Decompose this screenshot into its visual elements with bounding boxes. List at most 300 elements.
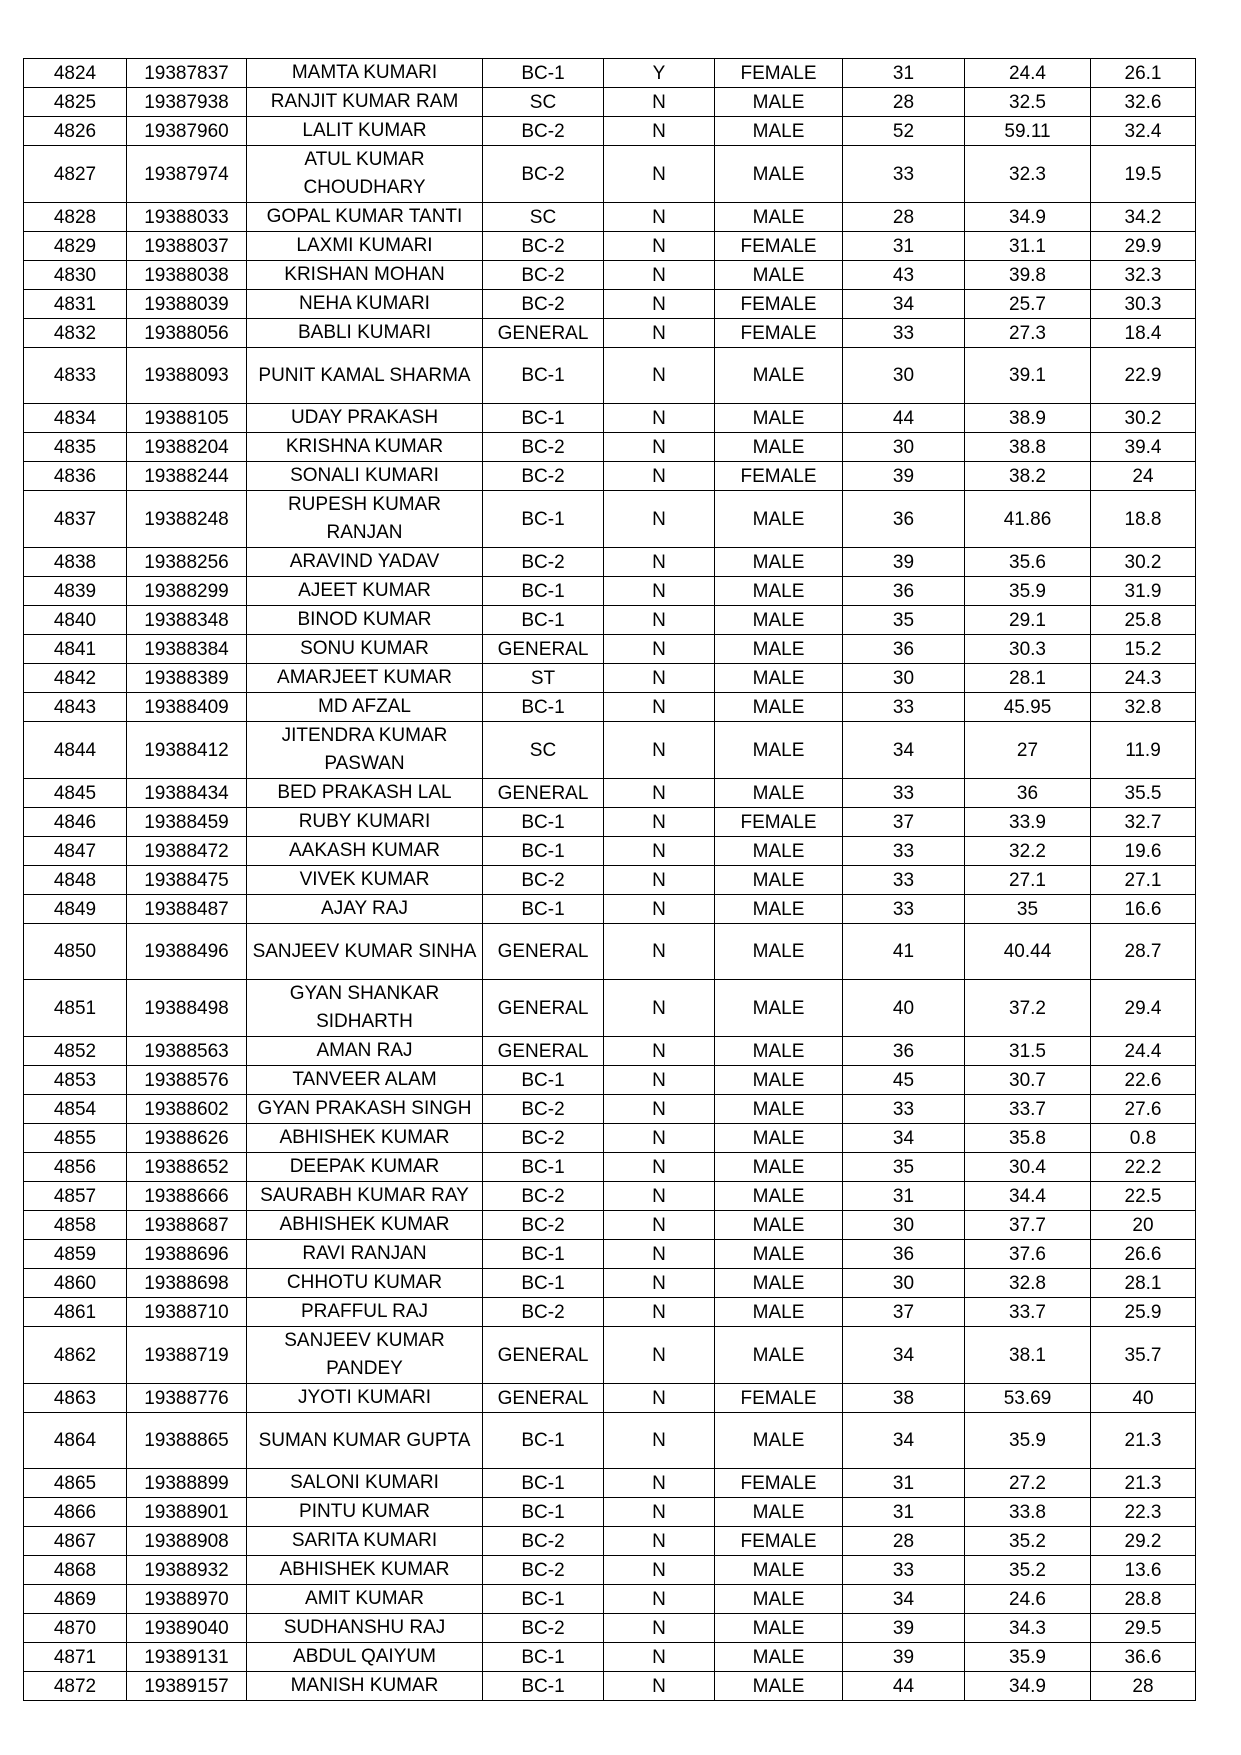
score-2-cell: 22.6 bbox=[1091, 1066, 1196, 1095]
roll-number-cell: 19388899 bbox=[127, 1469, 247, 1498]
score-2-cell: 19.5 bbox=[1091, 146, 1196, 203]
serial-cell: 4830 bbox=[24, 261, 127, 290]
gender-cell: FEMALE bbox=[715, 59, 843, 88]
name-cell: JITENDRA KUMAR PASWAN bbox=[247, 722, 483, 779]
gender-cell: MALE bbox=[715, 433, 843, 462]
age-cell: 40 bbox=[843, 980, 965, 1037]
score-1-cell: 27 bbox=[965, 722, 1091, 779]
score-1-cell: 40.44 bbox=[965, 924, 1091, 980]
gender-cell: MALE bbox=[715, 348, 843, 404]
score-2-cell: 29.9 bbox=[1091, 232, 1196, 261]
score-2-cell: 13.6 bbox=[1091, 1556, 1196, 1585]
gender-cell: FEMALE bbox=[715, 1384, 843, 1413]
serial-cell: 4863 bbox=[24, 1384, 127, 1413]
name-cell: CHHOTU KUMAR bbox=[247, 1269, 483, 1298]
age-cell: 31 bbox=[843, 1469, 965, 1498]
age-cell: 31 bbox=[843, 1498, 965, 1527]
age-cell: 33 bbox=[843, 693, 965, 722]
table-row bbox=[24, 808, 1196, 837]
score-1-cell: 35.9 bbox=[965, 577, 1091, 606]
flag-cell: N bbox=[604, 1182, 715, 1211]
score-2-cell: 32.4 bbox=[1091, 117, 1196, 146]
table-row bbox=[24, 1327, 1196, 1384]
table-row bbox=[24, 1413, 1196, 1469]
age-cell: 30 bbox=[843, 1269, 965, 1298]
category-cell: GENERAL bbox=[483, 980, 604, 1037]
table-row bbox=[24, 980, 1196, 1037]
age-cell: 28 bbox=[843, 88, 965, 117]
roll-number-cell: 19388602 bbox=[127, 1095, 247, 1124]
score-1-cell: 35.2 bbox=[965, 1527, 1091, 1556]
roll-number-cell: 19389131 bbox=[127, 1643, 247, 1672]
roll-number-cell: 19388563 bbox=[127, 1037, 247, 1066]
roll-number-cell: 19388389 bbox=[127, 664, 247, 693]
serial-cell: 4834 bbox=[24, 404, 127, 433]
age-cell: 44 bbox=[843, 1672, 965, 1701]
score-1-cell: 38.1 bbox=[965, 1327, 1091, 1384]
table-body bbox=[24, 59, 1196, 1701]
name-cell: RAVI RANJAN bbox=[247, 1240, 483, 1269]
serial-cell: 4836 bbox=[24, 462, 127, 491]
name-cell: SANJEEV KUMAR PANDEY bbox=[247, 1327, 483, 1384]
serial-cell: 4867 bbox=[24, 1527, 127, 1556]
roll-number-cell: 19388698 bbox=[127, 1269, 247, 1298]
category-cell: BC-1 bbox=[483, 1413, 604, 1469]
score-2-cell: 0.8 bbox=[1091, 1124, 1196, 1153]
gender-cell: MALE bbox=[715, 895, 843, 924]
serial-cell: 4841 bbox=[24, 635, 127, 664]
name-cell: ATUL KUMAR CHOUDHARY bbox=[247, 146, 483, 203]
score-2-cell: 29.4 bbox=[1091, 980, 1196, 1037]
age-cell: 34 bbox=[843, 290, 965, 319]
gender-cell: MALE bbox=[715, 261, 843, 290]
score-1-cell: 30.4 bbox=[965, 1153, 1091, 1182]
table-row bbox=[24, 1585, 1196, 1614]
score-1-cell: 32.8 bbox=[965, 1269, 1091, 1298]
flag-cell: N bbox=[604, 232, 715, 261]
gender-cell: MALE bbox=[715, 203, 843, 232]
category-cell: BC-1 bbox=[483, 59, 604, 88]
serial-cell: 4872 bbox=[24, 1672, 127, 1701]
flag-cell: N bbox=[604, 1413, 715, 1469]
roll-number-cell: 19388865 bbox=[127, 1413, 247, 1469]
category-cell: SC bbox=[483, 722, 604, 779]
flag-cell: N bbox=[604, 88, 715, 117]
category-cell: BC-2 bbox=[483, 146, 604, 203]
roll-number-cell: 19388776 bbox=[127, 1384, 247, 1413]
age-cell: 39 bbox=[843, 462, 965, 491]
flag-cell: N bbox=[604, 1556, 715, 1585]
age-cell: 35 bbox=[843, 606, 965, 635]
name-cell: GOPAL KUMAR TANTI bbox=[247, 203, 483, 232]
age-cell: 39 bbox=[843, 1614, 965, 1643]
name-cell: AMARJEET KUMAR bbox=[247, 664, 483, 693]
roll-number-cell: 19388710 bbox=[127, 1298, 247, 1327]
table-row bbox=[24, 491, 1196, 548]
serial-cell: 4824 bbox=[24, 59, 127, 88]
flag-cell: N bbox=[604, 1327, 715, 1384]
name-cell: AJEET KUMAR bbox=[247, 577, 483, 606]
table-row bbox=[24, 635, 1196, 664]
age-cell: 35 bbox=[843, 1153, 965, 1182]
table-row bbox=[24, 261, 1196, 290]
category-cell: GENERAL bbox=[483, 779, 604, 808]
gender-cell: MALE bbox=[715, 866, 843, 895]
serial-cell: 4858 bbox=[24, 1211, 127, 1240]
serial-cell: 4862 bbox=[24, 1327, 127, 1384]
roll-number-cell: 19388576 bbox=[127, 1066, 247, 1095]
score-2-cell: 32.6 bbox=[1091, 88, 1196, 117]
score-1-cell: 35.9 bbox=[965, 1413, 1091, 1469]
serial-cell: 4869 bbox=[24, 1585, 127, 1614]
age-cell: 39 bbox=[843, 548, 965, 577]
age-cell: 34 bbox=[843, 1327, 965, 1384]
gender-cell: FEMALE bbox=[715, 290, 843, 319]
name-cell: AJAY RAJ bbox=[247, 895, 483, 924]
score-1-cell: 38.9 bbox=[965, 404, 1091, 433]
flag-cell: N bbox=[604, 722, 715, 779]
document-page bbox=[23, 58, 1195, 1701]
gender-cell: MALE bbox=[715, 1269, 843, 1298]
roll-number-cell: 19388666 bbox=[127, 1182, 247, 1211]
table-row bbox=[24, 606, 1196, 635]
serial-cell: 4859 bbox=[24, 1240, 127, 1269]
score-2-cell: 25.9 bbox=[1091, 1298, 1196, 1327]
age-cell: 30 bbox=[843, 664, 965, 693]
score-1-cell: 33.7 bbox=[965, 1298, 1091, 1327]
score-2-cell: 32.8 bbox=[1091, 693, 1196, 722]
serial-cell: 4835 bbox=[24, 433, 127, 462]
table-row bbox=[24, 348, 1196, 404]
name-cell: BABLI KUMARI bbox=[247, 319, 483, 348]
score-2-cell: 30.2 bbox=[1091, 548, 1196, 577]
gender-cell: FEMALE bbox=[715, 462, 843, 491]
flag-cell: N bbox=[604, 1298, 715, 1327]
name-cell: NEHA KUMARI bbox=[247, 290, 483, 319]
table-row bbox=[24, 1240, 1196, 1269]
gender-cell: MALE bbox=[715, 548, 843, 577]
roll-number-cell: 19389157 bbox=[127, 1672, 247, 1701]
roll-number-cell: 19388908 bbox=[127, 1527, 247, 1556]
score-2-cell: 24.4 bbox=[1091, 1037, 1196, 1066]
category-cell: BC-1 bbox=[483, 1240, 604, 1269]
name-cell: PUNIT KAMAL SHARMA bbox=[247, 348, 483, 404]
name-cell: ABDUL QAIYUM bbox=[247, 1643, 483, 1672]
score-2-cell: 30.2 bbox=[1091, 404, 1196, 433]
flag-cell: N bbox=[604, 1498, 715, 1527]
table-row bbox=[24, 203, 1196, 232]
name-cell: SALONI KUMARI bbox=[247, 1469, 483, 1498]
flag-cell: N bbox=[604, 404, 715, 433]
roll-number-cell: 19388204 bbox=[127, 433, 247, 462]
name-cell: TANVEER ALAM bbox=[247, 1066, 483, 1095]
flag-cell: N bbox=[604, 1240, 715, 1269]
score-1-cell: 30.3 bbox=[965, 635, 1091, 664]
name-cell: ABHISHEK KUMAR bbox=[247, 1556, 483, 1585]
table-row bbox=[24, 88, 1196, 117]
flag-cell: N bbox=[604, 1153, 715, 1182]
table-row bbox=[24, 404, 1196, 433]
age-cell: 36 bbox=[843, 491, 965, 548]
serial-cell: 4833 bbox=[24, 348, 127, 404]
roll-number-cell: 19388248 bbox=[127, 491, 247, 548]
score-2-cell: 22.9 bbox=[1091, 348, 1196, 404]
score-1-cell: 36 bbox=[965, 779, 1091, 808]
age-cell: 34 bbox=[843, 1413, 965, 1469]
table-row bbox=[24, 290, 1196, 319]
score-2-cell: 26.1 bbox=[1091, 59, 1196, 88]
name-cell: ABHISHEK KUMAR bbox=[247, 1124, 483, 1153]
category-cell: BC-1 bbox=[483, 895, 604, 924]
flag-cell: N bbox=[604, 491, 715, 548]
flag-cell: N bbox=[604, 1614, 715, 1643]
roll-number-cell: 19388626 bbox=[127, 1124, 247, 1153]
gender-cell: MALE bbox=[715, 577, 843, 606]
score-2-cell: 15.2 bbox=[1091, 635, 1196, 664]
roll-number-cell: 19388498 bbox=[127, 980, 247, 1037]
age-cell: 33 bbox=[843, 1095, 965, 1124]
score-1-cell: 41.86 bbox=[965, 491, 1091, 548]
serial-cell: 4868 bbox=[24, 1556, 127, 1585]
gender-cell: MALE bbox=[715, 1066, 843, 1095]
gender-cell: FEMALE bbox=[715, 1469, 843, 1498]
gender-cell: MALE bbox=[715, 779, 843, 808]
category-cell: SC bbox=[483, 88, 604, 117]
category-cell: BC-1 bbox=[483, 1672, 604, 1701]
flag-cell: N bbox=[604, 779, 715, 808]
flag-cell: N bbox=[604, 837, 715, 866]
gender-cell: FEMALE bbox=[715, 319, 843, 348]
table-row bbox=[24, 577, 1196, 606]
name-cell: RUPESH KUMAR RANJAN bbox=[247, 491, 483, 548]
name-cell: ABHISHEK KUMAR bbox=[247, 1211, 483, 1240]
age-cell: 33 bbox=[843, 319, 965, 348]
name-cell: SUMAN KUMAR GUPTA bbox=[247, 1413, 483, 1469]
gender-cell: FEMALE bbox=[715, 808, 843, 837]
roll-number-cell: 19388056 bbox=[127, 319, 247, 348]
roll-number-cell: 19388970 bbox=[127, 1585, 247, 1614]
gender-cell: MALE bbox=[715, 1240, 843, 1269]
flag-cell: N bbox=[604, 548, 715, 577]
category-cell: BC-1 bbox=[483, 1498, 604, 1527]
gender-cell: MALE bbox=[715, 117, 843, 146]
name-cell: KRISHAN MOHAN bbox=[247, 261, 483, 290]
score-1-cell: 39.1 bbox=[965, 348, 1091, 404]
score-2-cell: 34.2 bbox=[1091, 203, 1196, 232]
gender-cell: MALE bbox=[715, 491, 843, 548]
flag-cell: N bbox=[604, 606, 715, 635]
name-cell: GYAN SHANKAR SIDHARTH bbox=[247, 980, 483, 1037]
age-cell: 52 bbox=[843, 117, 965, 146]
candidate-table bbox=[23, 58, 1196, 1701]
flag-cell: N bbox=[604, 1211, 715, 1240]
gender-cell: MALE bbox=[715, 1124, 843, 1153]
table-row bbox=[24, 319, 1196, 348]
gender-cell: MALE bbox=[715, 980, 843, 1037]
score-2-cell: 24 bbox=[1091, 462, 1196, 491]
name-cell: RUBY KUMARI bbox=[247, 808, 483, 837]
roll-number-cell: 19387938 bbox=[127, 88, 247, 117]
roll-number-cell: 19388687 bbox=[127, 1211, 247, 1240]
table-row bbox=[24, 146, 1196, 203]
category-cell: BC-2 bbox=[483, 1527, 604, 1556]
gender-cell: MALE bbox=[715, 404, 843, 433]
score-2-cell: 35.7 bbox=[1091, 1327, 1196, 1384]
flag-cell: N bbox=[604, 261, 715, 290]
category-cell: GENERAL bbox=[483, 635, 604, 664]
name-cell: BINOD KUMAR bbox=[247, 606, 483, 635]
name-cell: RANJIT KUMAR RAM bbox=[247, 88, 483, 117]
score-1-cell: 38.2 bbox=[965, 462, 1091, 491]
age-cell: 30 bbox=[843, 433, 965, 462]
serial-cell: 4855 bbox=[24, 1124, 127, 1153]
flag-cell: N bbox=[604, 1672, 715, 1701]
serial-cell: 4825 bbox=[24, 88, 127, 117]
flag-cell: N bbox=[604, 1643, 715, 1672]
serial-cell: 4844 bbox=[24, 722, 127, 779]
age-cell: 45 bbox=[843, 1066, 965, 1095]
table-row bbox=[24, 433, 1196, 462]
table-row bbox=[24, 664, 1196, 693]
serial-cell: 4871 bbox=[24, 1643, 127, 1672]
name-cell: SUDHANSHU RAJ bbox=[247, 1614, 483, 1643]
category-cell: BC-2 bbox=[483, 261, 604, 290]
flag-cell: N bbox=[604, 866, 715, 895]
category-cell: BC-1 bbox=[483, 577, 604, 606]
score-1-cell: 33.7 bbox=[965, 1095, 1091, 1124]
name-cell: SAURABH KUMAR RAY bbox=[247, 1182, 483, 1211]
roll-number-cell: 19388038 bbox=[127, 261, 247, 290]
category-cell: BC-1 bbox=[483, 404, 604, 433]
category-cell: GENERAL bbox=[483, 1327, 604, 1384]
gender-cell: MALE bbox=[715, 664, 843, 693]
name-cell: GYAN PRAKASH SINGH bbox=[247, 1095, 483, 1124]
name-cell: SONALI KUMARI bbox=[247, 462, 483, 491]
gender-cell: MALE bbox=[715, 1498, 843, 1527]
score-1-cell: 38.8 bbox=[965, 433, 1091, 462]
flag-cell: N bbox=[604, 1527, 715, 1556]
serial-cell: 4853 bbox=[24, 1066, 127, 1095]
age-cell: 33 bbox=[843, 779, 965, 808]
name-cell: ARAVIND YADAV bbox=[247, 548, 483, 577]
roll-number-cell: 19388299 bbox=[127, 577, 247, 606]
age-cell: 39 bbox=[843, 1643, 965, 1672]
name-cell: PRAFFUL RAJ bbox=[247, 1298, 483, 1327]
gender-cell: MALE bbox=[715, 88, 843, 117]
roll-number-cell: 19388652 bbox=[127, 1153, 247, 1182]
category-cell: GENERAL bbox=[483, 319, 604, 348]
flag-cell: N bbox=[604, 895, 715, 924]
serial-cell: 4857 bbox=[24, 1182, 127, 1211]
age-cell: 30 bbox=[843, 1211, 965, 1240]
flag-cell: N bbox=[604, 1124, 715, 1153]
score-1-cell: 24.6 bbox=[965, 1585, 1091, 1614]
gender-cell: MALE bbox=[715, 1298, 843, 1327]
gender-cell: MALE bbox=[715, 924, 843, 980]
table-row bbox=[24, 1384, 1196, 1413]
score-1-cell: 27.1 bbox=[965, 866, 1091, 895]
score-1-cell: 32.5 bbox=[965, 88, 1091, 117]
serial-cell: 4849 bbox=[24, 895, 127, 924]
category-cell: GENERAL bbox=[483, 1037, 604, 1066]
category-cell: BC-1 bbox=[483, 808, 604, 837]
serial-cell: 4846 bbox=[24, 808, 127, 837]
roll-number-cell: 19388434 bbox=[127, 779, 247, 808]
flag-cell: N bbox=[604, 290, 715, 319]
flag-cell: N bbox=[604, 117, 715, 146]
category-cell: BC-2 bbox=[483, 1556, 604, 1585]
name-cell: DEEPAK KUMAR bbox=[247, 1153, 483, 1182]
category-cell: BC-1 bbox=[483, 1585, 604, 1614]
score-1-cell: 35.2 bbox=[965, 1556, 1091, 1585]
roll-number-cell: 19387960 bbox=[127, 117, 247, 146]
flag-cell: N bbox=[604, 664, 715, 693]
table-row bbox=[24, 1498, 1196, 1527]
age-cell: 33 bbox=[843, 895, 965, 924]
gender-cell: MALE bbox=[715, 837, 843, 866]
table-row bbox=[24, 837, 1196, 866]
score-1-cell: 33.9 bbox=[965, 808, 1091, 837]
score-1-cell: 34.9 bbox=[965, 203, 1091, 232]
serial-cell: 4838 bbox=[24, 548, 127, 577]
serial-cell: 4848 bbox=[24, 866, 127, 895]
score-1-cell: 27.3 bbox=[965, 319, 1091, 348]
age-cell: 28 bbox=[843, 1527, 965, 1556]
serial-cell: 4839 bbox=[24, 577, 127, 606]
roll-number-cell: 19388932 bbox=[127, 1556, 247, 1585]
roll-number-cell: 19389040 bbox=[127, 1614, 247, 1643]
category-cell: BC-2 bbox=[483, 1182, 604, 1211]
serial-cell: 4842 bbox=[24, 664, 127, 693]
age-cell: 33 bbox=[843, 866, 965, 895]
age-cell: 38 bbox=[843, 1384, 965, 1413]
table-row bbox=[24, 866, 1196, 895]
table-row bbox=[24, 779, 1196, 808]
roll-number-cell: 19388475 bbox=[127, 866, 247, 895]
flag-cell: N bbox=[604, 577, 715, 606]
table-row bbox=[24, 462, 1196, 491]
score-2-cell: 32.7 bbox=[1091, 808, 1196, 837]
table-row bbox=[24, 1269, 1196, 1298]
gender-cell: MALE bbox=[715, 1643, 843, 1672]
serial-cell: 4850 bbox=[24, 924, 127, 980]
serial-cell: 4852 bbox=[24, 1037, 127, 1066]
gender-cell: MALE bbox=[715, 1672, 843, 1701]
age-cell: 33 bbox=[843, 146, 965, 203]
name-cell: AAKASH KUMAR bbox=[247, 837, 483, 866]
gender-cell: MALE bbox=[715, 1182, 843, 1211]
gender-cell: MALE bbox=[715, 1614, 843, 1643]
score-2-cell: 27.1 bbox=[1091, 866, 1196, 895]
gender-cell: FEMALE bbox=[715, 1527, 843, 1556]
score-2-cell: 27.6 bbox=[1091, 1095, 1196, 1124]
age-cell: 36 bbox=[843, 1037, 965, 1066]
name-cell: BED PRAKASH LAL bbox=[247, 779, 483, 808]
name-cell: PINTU KUMAR bbox=[247, 1498, 483, 1527]
roll-number-cell: 19388496 bbox=[127, 924, 247, 980]
flag-cell: N bbox=[604, 146, 715, 203]
table-row bbox=[24, 1527, 1196, 1556]
score-1-cell: 32.2 bbox=[965, 837, 1091, 866]
score-2-cell: 22.5 bbox=[1091, 1182, 1196, 1211]
gender-cell: FEMALE bbox=[715, 232, 843, 261]
score-2-cell: 36.6 bbox=[1091, 1643, 1196, 1672]
table-row bbox=[24, 1066, 1196, 1095]
score-1-cell: 35.8 bbox=[965, 1124, 1091, 1153]
age-cell: 33 bbox=[843, 837, 965, 866]
age-cell: 31 bbox=[843, 232, 965, 261]
flag-cell: N bbox=[604, 1037, 715, 1066]
